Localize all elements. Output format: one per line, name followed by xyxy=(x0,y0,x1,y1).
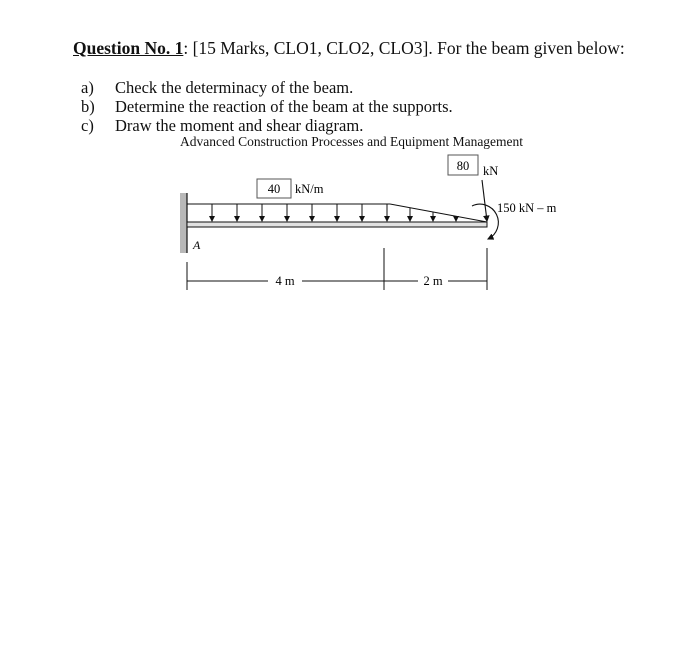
distributed-load-value: 40 xyxy=(267,182,281,196)
distributed-load-unit: kN/m xyxy=(295,182,324,196)
moment-label: 150 kN – m xyxy=(497,201,557,215)
point-load-arrow xyxy=(482,180,487,221)
task-c: c) Draw the moment and shear diagram. xyxy=(81,116,364,135)
point-load-value: 80 xyxy=(456,159,470,173)
question-heading: Question No. 1 xyxy=(73,38,184,58)
question-text: : [15 Marks, CLO1, CLO2, CLO3]. For the beam given below: xyxy=(183,38,625,58)
task-a: a) Check the determinacy of the beam. xyxy=(81,78,354,97)
beam xyxy=(187,222,487,227)
point-load-unit: kN xyxy=(483,164,499,178)
distributed-load xyxy=(187,204,487,222)
task-b: b) Determine the reaction of the beam at the supports. xyxy=(81,97,453,116)
course-title: Advanced Construction Processes and Equipment Management xyxy=(180,134,524,149)
fixed-support-wall xyxy=(180,193,187,253)
support-label-a: A xyxy=(193,238,201,252)
span-1-label: 4 m xyxy=(275,274,295,288)
span-2-label: 2 m xyxy=(423,274,443,288)
